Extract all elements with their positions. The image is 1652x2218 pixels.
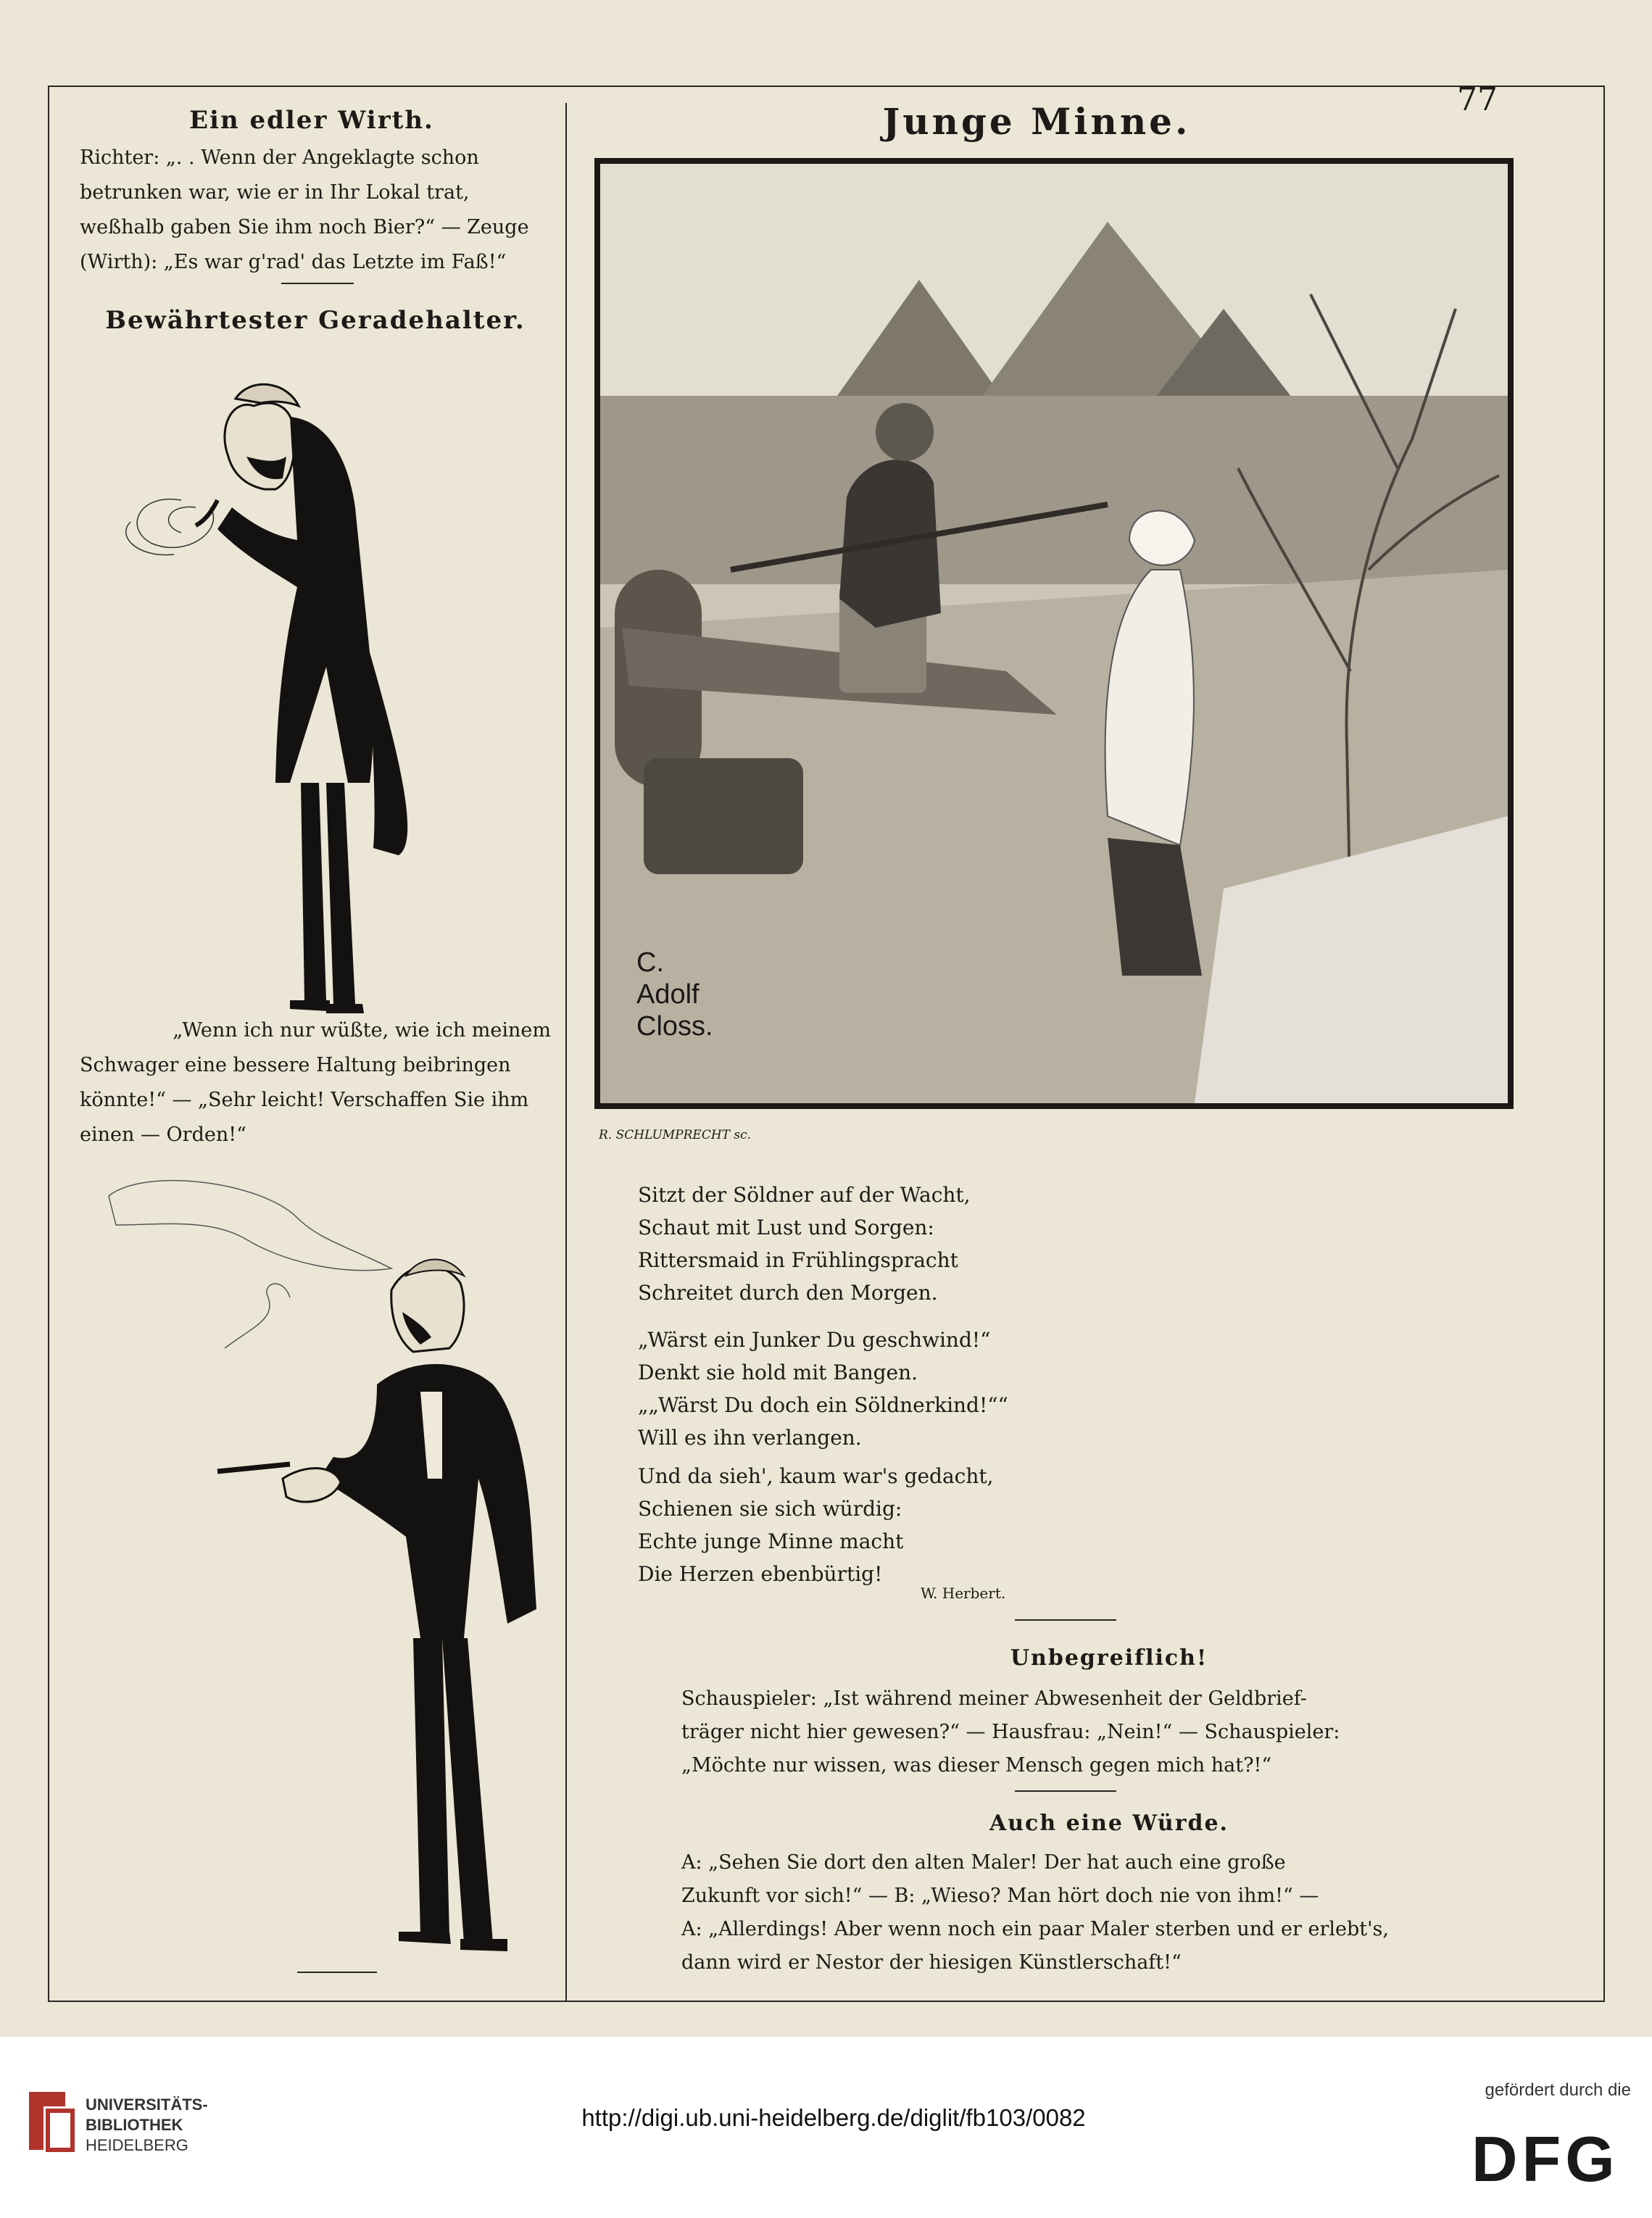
funded-by-label: gefördert durch die [1485, 2080, 1631, 2100]
poem-author: W. Herbert. [921, 1584, 1006, 1602]
proud-man-illustration [101, 1174, 565, 1972]
permalink-url[interactable]: http://digi.ub.uni-heidelberg.de/diglit/fb103/0082 [581, 2104, 1086, 2131]
text-line: Schwager eine bessere Haltung beibringen [80, 1054, 511, 1076]
column-divider [565, 103, 567, 2002]
text-line: träger nicht hier gewesen?“ — Hausfrau: „Nein!“ — Schauspieler: [681, 1721, 1340, 1743]
divider-rule [281, 283, 354, 284]
poem-line: Echte junge Minne macht [638, 1529, 904, 1553]
divider-rule [297, 1972, 377, 1973]
page-number: 77 [1457, 81, 1498, 118]
wuerde-heading: Auch eine Würde. [989, 1811, 1229, 1836]
geradehalter-heading: Bewährtester Geradehalter. [105, 306, 526, 335]
wirth-heading: Ein edler Wirth. [189, 106, 434, 135]
junge-minne-illustration [594, 158, 1514, 1109]
engraver-credit: R. SCHLUMPRECHT sc. [599, 1128, 752, 1142]
unbegreiflich-heading: Unbegreiflich! [1010, 1645, 1208, 1671]
poem-line: Schreitet durch den Morgen. [638, 1281, 938, 1305]
text-line: einen — Orden!“ [80, 1123, 246, 1146]
text-line: Zukunft vor sich!“ — B: „Wieso? Man hört doch nie von ihm!“ — [681, 1885, 1319, 1907]
text-line: Schauspieler: „Ist während meiner Abwesenheit der Geldbrief- [681, 1687, 1307, 1710]
signature-line: Closs. [636, 1011, 713, 1042]
poem-line: Will es ihn verlangen. [638, 1426, 862, 1450]
library-name[interactable] [86, 2095, 208, 2156]
text-line: dann wird er Nestor der hiesigen Künstlerschaft!“ [681, 1951, 1182, 1974]
text-line: „Wenn ich nur wüßte, wie ich meinem [173, 1019, 551, 1042]
divider-rule [1015, 1619, 1116, 1621]
poem-line: Die Herzen ebenbürtig! [638, 1562, 883, 1586]
page-title: Junge Minne. [882, 100, 1191, 143]
poem-line: Sitzt der Söldner auf der Wacht, [638, 1183, 971, 1207]
library-name-line: HEIDELBERG [86, 2136, 188, 2154]
poem-line: „Wärst ein Junker Du geschwind!“ [638, 1328, 991, 1352]
library-name-line: BIBLIOTHEK [86, 2116, 183, 2134]
engraving-scene [600, 164, 1508, 1103]
library-logo-icon[interactable] [22, 2085, 80, 2157]
divider-rule [1015, 1790, 1116, 1792]
poem-line: Und da sieh', kaum war's gedacht, [638, 1464, 994, 1488]
text-line: A: „Sehen Sie dort den alten Maler! Der hat auch eine große [681, 1851, 1286, 1874]
signature-line: C. [636, 947, 664, 978]
stooped-man-illustration [109, 348, 544, 1015]
poem-line: „„Wärst Du doch ein Söldnerkind!““ [638, 1393, 1008, 1417]
library-name-line: UNIVERSITÄTS- [86, 2096, 208, 2114]
text-line: (Wirth): „Es war g'rad' das Letzte im Faß!“ [80, 251, 507, 273]
poem-line: Rittersmaid in Frühlingspracht [638, 1248, 958, 1272]
poem-line: Denkt sie hold mit Bangen. [638, 1361, 918, 1384]
dfg-logo[interactable]: DFG [1472, 2123, 1619, 2195]
text-line: Richter: „. . Wenn der Angeklagte schon [80, 146, 479, 169]
signature-line: Adolf [636, 979, 700, 1010]
text-line: betrunken war, wie er in Ihr Lokal trat, [80, 181, 470, 204]
artist-signature [636, 947, 713, 1042]
text-line: weßhalb gaben Sie ihm noch Bier?“ — Zeuge [80, 216, 529, 238]
text-line: könnte!“ — „Sehr leicht! Verschaffen Sie ihm [80, 1089, 529, 1111]
text-line: A: „Allerdings! Aber wenn noch ein paar Maler sterben und er erlebt's, [681, 1918, 1389, 1940]
poem-line: Schienen sie sich würdig: [638, 1497, 902, 1521]
poem-line: Schaut mit Lust und Sorgen: [638, 1216, 934, 1239]
text-line: „Möchte nur wissen, was dieser Mensch gegen mich hat?!“ [681, 1754, 1272, 1777]
